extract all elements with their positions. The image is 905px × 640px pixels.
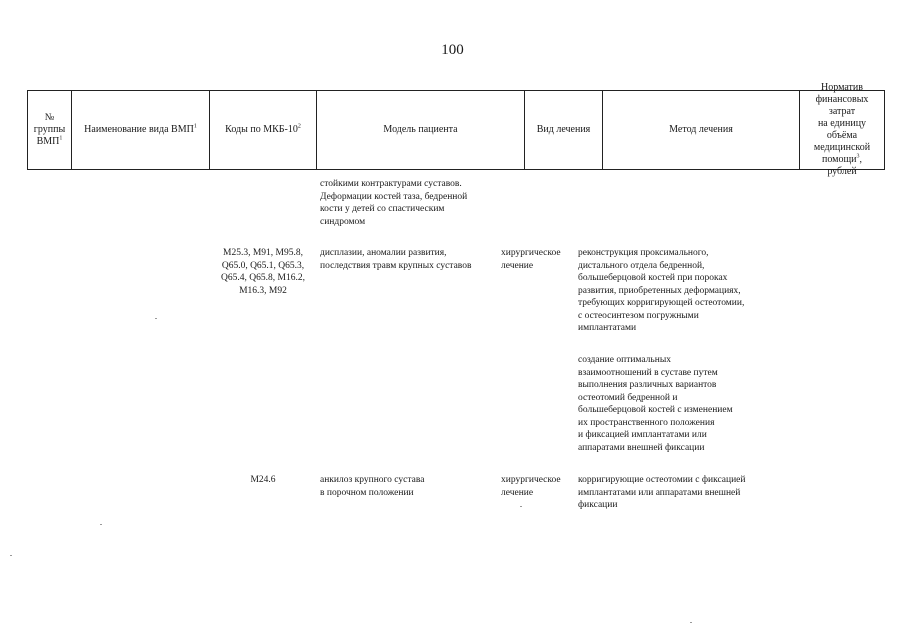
header-group-number: № группы ВМП$^1$	[27, 91, 71, 169]
header-icd-codes: Коды по МКБ-$10^2$	[209, 91, 316, 169]
header-cost-norm: Норматив финансовых затрат на единицу объёма медицинской помощи$^3$, рублей	[799, 91, 885, 169]
scan-speck	[690, 622, 692, 623]
scan-speck	[10, 555, 12, 556]
scan-speck	[520, 506, 522, 507]
header-vmp-name: Наименование вида ВМП$^1$	[71, 91, 209, 169]
row-dysplasia-method-reconstruction: реконструкция проксимального, дистального отдела бедренной, большеберцовой костей при пороках развития, приобретенных деформациях, требующих корригирующей остеотомии, с остеосинтезом погружными имплантатами	[578, 248, 745, 333]
row-ankylosis-patient-model: анкилоз крупного сустава в порочном положении	[320, 475, 425, 498]
row-ankylosis-treatment-type: хирургическое лечение	[501, 475, 561, 498]
page-number: 100	[441, 42, 464, 58]
scan-speck	[100, 524, 102, 525]
table-header	[27, 82, 885, 177]
row-dysplasia-method-osteotomy: создание оптимальных взаимоотношений в суставе путем выполнения различных вариантов остеотомий бедренной и большеберцовой костей с изменением их пространственного положения и фиксацией имплантатами или аппаратами внешней фиксации	[578, 355, 733, 453]
scan-speck	[155, 318, 157, 319]
row-dysplasia-codes: M25.3, M91, M95.8, Q65.0, Q65.1, Q65.3, Q65.4, Q65.8, M16.2, M16.3, M92	[221, 248, 305, 296]
row-ankylosis-method: корригирующие остеотомии с фиксацией имплантатами или аппаратами внешней фиксации	[578, 475, 746, 510]
row-dysplasia-treatment-type: хирургическое лечение	[501, 248, 561, 271]
row-dysplasia-patient-model: дисплазии, аномалии развития, последствия травм крупных суставов	[320, 248, 472, 271]
header-patient-model: Модель пациента	[316, 91, 524, 169]
header-treatment-method: Метод лечения	[602, 91, 799, 169]
header-treatment-type: Вид лечения	[524, 91, 602, 169]
row-ankylosis-codes: M24.6	[250, 475, 276, 485]
row-continuation-patient-model: стойкими контрактурами суставов. Деформации костей таза, бедренной кости у детей со спастическим синдромом	[320, 179, 468, 227]
